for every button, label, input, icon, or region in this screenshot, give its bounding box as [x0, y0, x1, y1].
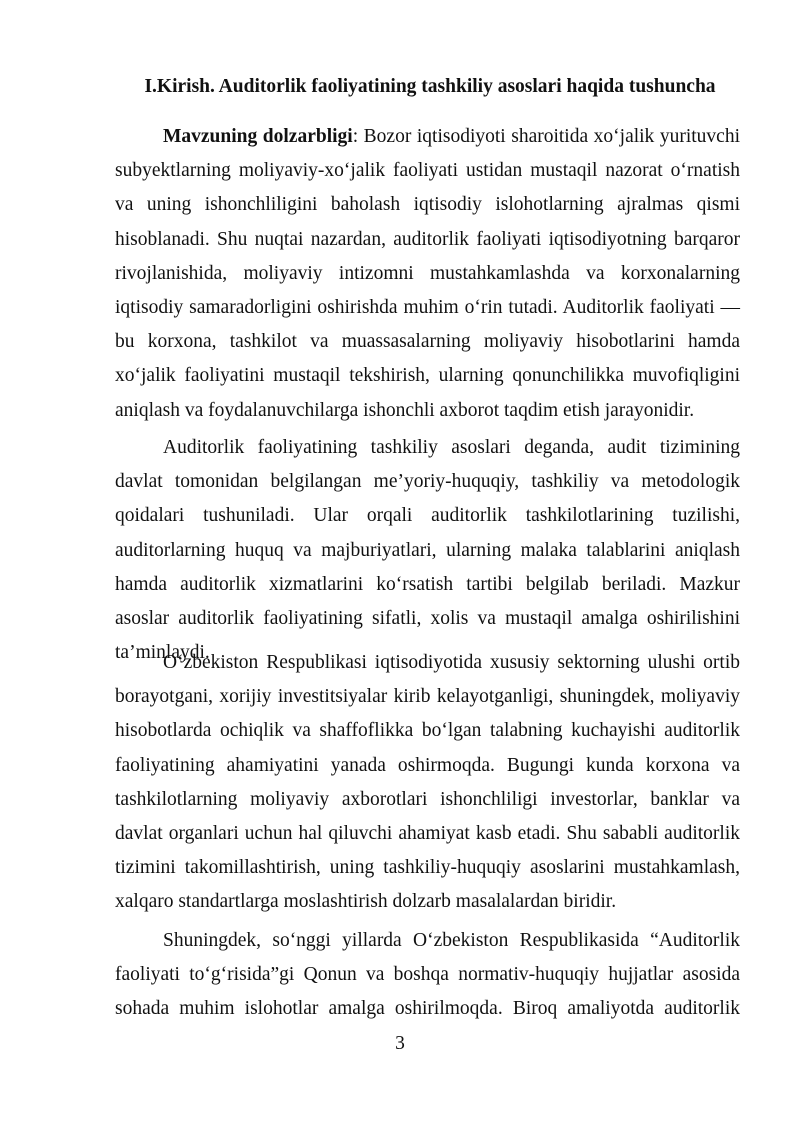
paragraph-organizational-basis — [115, 431, 740, 670]
paragraph-lead: Mavzuning dolzarbligi — [163, 126, 353, 147]
paragraph-text: : Bozor iqtisodiyoti sharoitida xo‘jalik yurituvchi subyektlarning moliyaviy-xo‘jalik faoliyati ustidan mustaqil nazorat o‘rnatish va uning ishonchliligini baholash iqtisodiy islohotlarning ajralmas qismi hisoblanadi. Shu nuqtai nazardan, auditorlik faoliyati iqtisodiyotning barqaror rivojlanishida, moliyaviy intizomni mustahkamlashda va korxonalarning iqtisodiy samaradorligini oshirishda muhim o‘rin tutadi. Auditorlik faoliyati — bu korxona, tashkilot va muassasalarning moliyaviy hisobotlarini hamda xo‘jalik faoliyatini mustaqil tekshirish, ularning qonunchilikka muvofiqligini aniqlash va foydalanuvchilarga ishonchli axborot taqdim etish jarayonidir. — [115, 126, 740, 421]
section-heading: I.Kirish. Auditorlik faoliyatining tashkiliy asoslari haqida tushuncha — [144, 76, 716, 97]
paragraph-relevance — [115, 120, 740, 428]
page-number: 3 — [395, 1033, 405, 1054]
paragraph-reforms — [115, 924, 740, 1027]
paragraph-text: Shuningdek, so‘nggi yillarda O‘zbekiston Respublikasida “Auditorlik faoliyati to‘g‘risida”gi Qonun va boshqa normativ-huquqiy hujjatlar asosida sohada muhim islohotlar amalga oshirilmoqda. Biroq amaliyotda auditorlik — [115, 930, 740, 1020]
paragraph-text: Auditorlik faoliyatining tashkiliy asoslari deganda, audit tizimining davlat tomonidan belgilangan me’yoriy-huquqiy, tashkiliy va metodologik qoidalari tushuniladi. Ular orqali auditorlik tashkilotlarining tuzilishi, auditorlarning huquq va majburiyatlari, ularning malaka talablarini aniqlash hamda auditorlik xizmatlarini ko‘rsatish tartibi belgilab beriladi. Mazkur asoslar auditorlik faoliyatining sifatli, xolis va mustaqil amalga oshirilishini ta’minlaydi. — [115, 437, 740, 664]
paragraph-uzbekistan-economy — [115, 646, 740, 920]
paragraph-text: O‘zbekiston Respublikasi iqtisodiyotida xususiy sektorning ulushi ortib borayotgani, xorijiy investitsiyalar kirib kelayotganligi, shuningdek, moliyaviy hisobotlarda ochiqlik va shaffoflikka bo‘lgan talabning kuchayishi auditorlik faoliyatining ahamiyatini yanada oshirmoqda. Bugungi kunda korxona va tashkilotlarning moliyaviy axborotlari ishonchliligi investorlar, banklar va davlat organlari uchun hal qiluvchi ahamiyat kasb etadi. Shu sababli auditorlik tizimini takomillashtirish, uning tashkiliy-huquqiy asoslarini mustahkamlash, xalqaro standartlarga moslashtirish dolzarb masalalardan biridir. — [115, 652, 740, 913]
